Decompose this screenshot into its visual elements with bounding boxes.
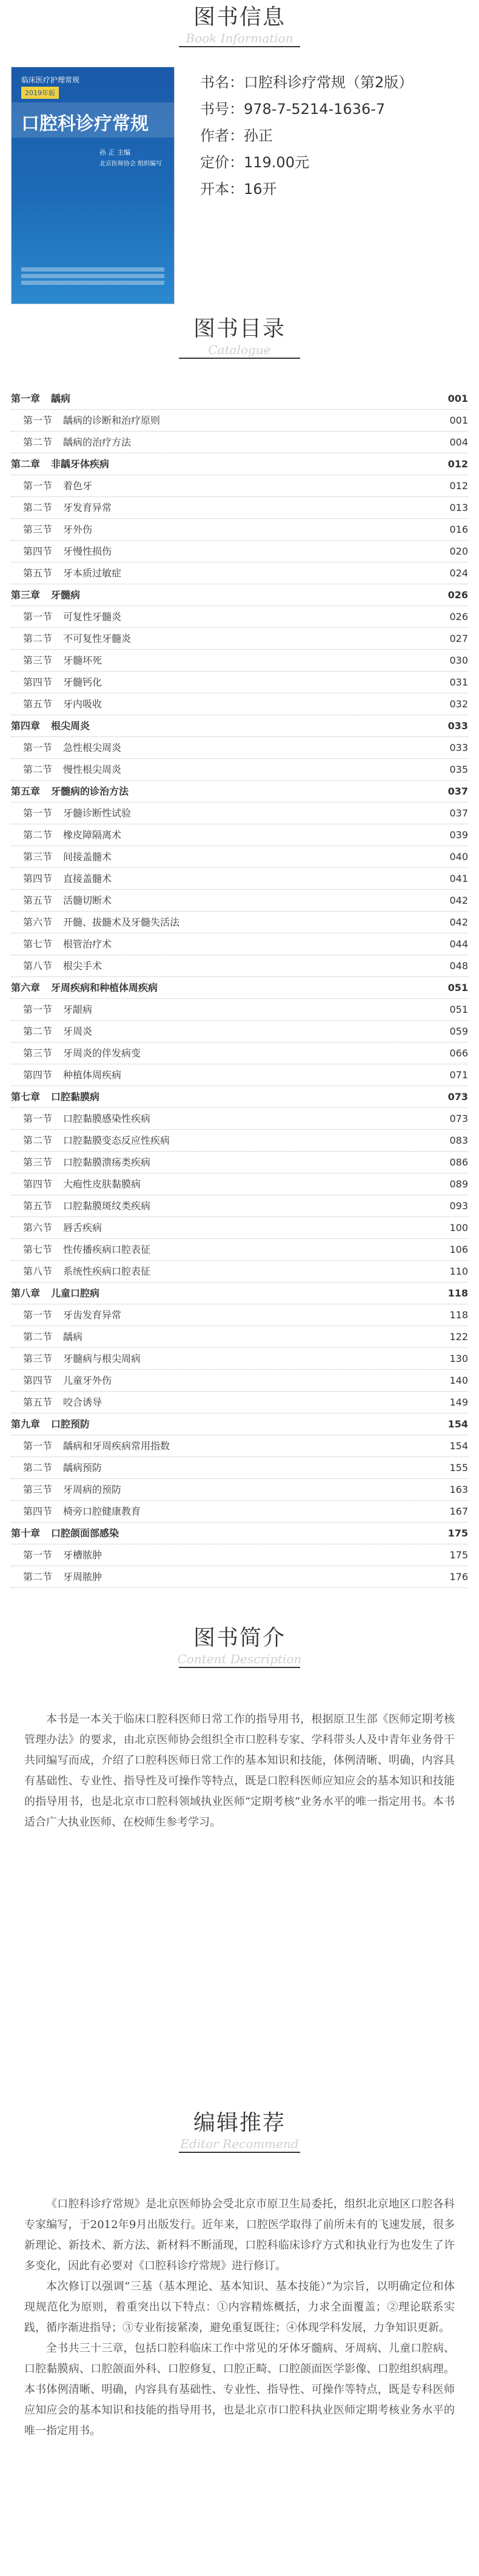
toc-section-row (11, 519, 468, 541)
toc-title: 牙周疾病和种植体周疾病 (51, 982, 158, 993)
divider (179, 2152, 300, 2153)
toc-chapter-row (11, 1086, 468, 1108)
description-header (0, 1624, 479, 1668)
catalogue-title: 图书目录 (193, 316, 286, 341)
toc-section-row (11, 1326, 468, 1348)
toc-title: 龋病预防 (63, 1462, 102, 1473)
toc-number: 第一章 (11, 393, 41, 404)
toc-title: 根尖手术 (63, 960, 102, 972)
toc-section-row (11, 1544, 468, 1566)
toc-section-row (11, 541, 468, 562)
toc-number: 第五节 (23, 895, 53, 906)
toc-section-row (11, 1043, 468, 1064)
toc-number: 第二节 (23, 1026, 53, 1037)
toc-number: 第四节 (23, 1375, 53, 1386)
toc-number: 第一节 (23, 611, 53, 622)
recommend-paragraph: 本次修订以强调“三基（基本理论、基本知识、基本技能）”为宗旨，以明确定位和体现规范化为原则，着重突出以下特点：①内容精炼概括，力求全面覆盖；②理论联系实践，循序渐进指导；③专业衔接紧凑，避免重复既往；④体现学科发展，力争知识更新。 (24, 2280, 455, 2334)
toc-section-row (11, 1370, 468, 1392)
toc-page: 083 (449, 1135, 468, 1146)
toc-number: 第二节 (23, 829, 53, 841)
toc-title: 椅旁口腔健康教育 (63, 1506, 141, 1517)
toc-page: 024 (449, 567, 468, 579)
toc-number: 第四节 (23, 676, 53, 688)
toc-number: 第四节 (23, 1069, 53, 1081)
toc-title: 牙槽脓肿 (63, 1549, 102, 1561)
toc-section-row (11, 846, 468, 868)
toc-page: 033 (447, 720, 468, 732)
toc-number: 第四章 (11, 720, 41, 732)
toc-section-row (11, 912, 468, 933)
toc-section-row (11, 1152, 468, 1173)
toc-title: 牙本质过敏症 (63, 567, 122, 579)
toc-chapter-row (11, 781, 468, 802)
toc-chapter-row (11, 584, 468, 606)
toc-number: 第八节 (23, 960, 53, 972)
description-title: 图书简介 (193, 1626, 286, 1650)
toc-number: 第五节 (23, 1396, 53, 1408)
toc-number: 第五节 (23, 567, 53, 579)
toc-section-row (11, 890, 468, 912)
toc-section-row (11, 1261, 468, 1283)
toc-section-row (11, 1064, 468, 1086)
toc-page: 039 (449, 829, 468, 841)
toc-chapter-row (11, 977, 468, 999)
toc-title: 牙周炎 (63, 1026, 93, 1037)
toc-number: 第三节 (23, 1353, 53, 1364)
toc-title: 龋病的治疗方法 (63, 436, 132, 448)
toc-chapter-row (11, 453, 468, 475)
catalogue-header (0, 315, 479, 359)
toc-number: 第三节 (23, 655, 53, 666)
toc-section-row (11, 693, 468, 715)
toc-title: 牙外伤 (63, 524, 93, 535)
toc-number: 第六节 (23, 1222, 53, 1233)
toc-page: 001 (447, 393, 468, 404)
toc-page: 040 (449, 851, 468, 863)
toc-page: 044 (449, 938, 468, 950)
toc-title: 非龋牙体疾病 (51, 458, 110, 470)
toc-title: 龋病和牙周疾病常用指数 (63, 1440, 170, 1452)
toc-title: 儿童牙外伤 (63, 1375, 112, 1386)
toc-title: 口腔颌面部感染 (51, 1527, 119, 1539)
toc-section-row (11, 737, 468, 759)
toc-number: 第四节 (23, 1178, 53, 1190)
toc-section-row (11, 1108, 468, 1130)
toc-number: 第二节 (23, 633, 53, 644)
toc-number: 第二节 (23, 502, 53, 513)
toc-number: 第七章 (11, 1091, 41, 1103)
toc-page: 176 (449, 1571, 468, 1583)
toc-title: 性传播疾病口腔表征 (63, 1244, 151, 1255)
toc-number: 第一节 (23, 1549, 53, 1561)
toc-number: 第三节 (23, 1156, 53, 1168)
toc-section-row (11, 1195, 468, 1217)
toc-section-row (11, 475, 468, 497)
toc-page: 059 (449, 1026, 468, 1037)
toc-section-row (11, 1501, 468, 1523)
toc-number: 第一节 (23, 480, 53, 492)
format-row: 开本：16开 (200, 181, 277, 198)
toc-section-row (11, 759, 468, 781)
toc-section-row (11, 868, 468, 890)
toc-section-row (11, 562, 468, 584)
toc-title: 唇舌疾病 (63, 1222, 102, 1233)
toc-page: 016 (449, 524, 468, 535)
recommend-header (0, 2109, 479, 2153)
toc-section-row (11, 955, 468, 977)
toc-page: 013 (449, 502, 468, 513)
toc-number: 第三节 (23, 524, 53, 535)
toc-title: 龋病的诊断和治疗原则 (63, 415, 161, 426)
table-of-contents (11, 388, 468, 1588)
toc-page: 089 (449, 1178, 468, 1190)
toc-number: 第二节 (23, 1462, 53, 1473)
toc-page: 051 (449, 1004, 468, 1015)
toc-number: 第四节 (23, 546, 53, 557)
cover-title: 口腔科诊疗常规 (21, 113, 149, 135)
toc-number: 第二节 (23, 1135, 53, 1146)
author-row: 作者：孙正 (200, 127, 273, 144)
toc-title: 慢性根尖周炎 (63, 764, 122, 775)
toc-page: 118 (449, 1309, 468, 1321)
toc-title: 直接盖髓术 (63, 873, 112, 884)
toc-page: 027 (449, 633, 468, 644)
toc-title: 儿童口腔病 (51, 1287, 100, 1299)
toc-section-row (11, 1173, 468, 1195)
toc-page: 140 (449, 1375, 468, 1386)
toc-title: 系统性疾病口腔表征 (63, 1266, 151, 1277)
toc-page: 066 (449, 1047, 468, 1059)
toc-page: 001 (449, 415, 468, 426)
toc-page: 032 (449, 698, 468, 710)
toc-number: 第六章 (11, 982, 41, 993)
cover-series: 临床医疗护理常规 (21, 76, 80, 84)
book-title-row: 书名：口腔科诊疗常规（第2版） (200, 74, 414, 91)
cover-edition-badge: 2019年版 (21, 87, 59, 99)
toc-number: 第三节 (23, 1047, 53, 1059)
toc-page: 030 (449, 655, 468, 666)
toc-number: 第一节 (23, 1113, 53, 1124)
toc-section-row (11, 1435, 468, 1457)
cover-org: 北京医师协会 组织编写 (99, 161, 162, 167)
recommend-title: 编辑推荐 (193, 2111, 286, 2135)
toc-number: 第二节 (23, 1331, 53, 1343)
toc-number: 第五节 (23, 698, 53, 710)
toc-number: 第七节 (23, 938, 53, 950)
toc-page: 035 (449, 764, 468, 775)
toc-page: 004 (449, 436, 468, 448)
toc-title: 牙周脓肿 (63, 1571, 102, 1583)
toc-title: 橡皮障隔离术 (63, 829, 122, 841)
toc-title: 牙齿发育异常 (63, 1309, 122, 1321)
toc-section-row (11, 410, 468, 432)
toc-section-row (11, 606, 468, 628)
description-body (24, 1709, 455, 1833)
toc-title: 间接盖髓术 (63, 851, 112, 863)
toc-number: 第三节 (23, 1484, 53, 1495)
toc-page: 086 (449, 1156, 468, 1168)
toc-section-row (11, 1566, 468, 1588)
toc-title: 牙髓诊断性试验 (63, 807, 132, 819)
toc-page: 154 (447, 1418, 468, 1430)
toc-page: 042 (449, 916, 468, 928)
recommend-paragraph: 全书共三十三章，包括口腔科临床工作中常见的牙体牙髓病、牙周病、儿童口腔病、口腔黏膜病、口腔颌面外科、口腔修复、口腔正畸、口腔颌面医学影像、口腔组织病理。本书体例清晰、明确，内容具有基础性、专业性、指导性、可操作等特点，既是专科医师应知应会的基本知识和技能的指导用书，也是北京市口腔科执业医师定期考核业务水平的唯一指定用书。 (24, 2342, 455, 2437)
toc-page: 012 (449, 480, 468, 492)
toc-section-row (11, 672, 468, 693)
toc-number: 第八节 (23, 1266, 53, 1277)
toc-title: 龋病 (51, 393, 71, 404)
toc-title: 大疱性皮肤黏膜病 (63, 1178, 141, 1190)
price-row: 定价：119.00元 (200, 154, 309, 171)
toc-number: 第一节 (23, 415, 53, 426)
toc-section-row (11, 1304, 468, 1326)
description-subtitle: Content Description (177, 1652, 302, 1666)
toc-section-row (11, 1457, 468, 1479)
toc-page: 033 (449, 742, 468, 753)
toc-title: 牙周病的预防 (63, 1484, 122, 1495)
toc-page: 130 (449, 1353, 468, 1364)
toc-title: 口腔黏膜病 (51, 1091, 100, 1103)
recommend-body (24, 2194, 455, 2441)
toc-number: 第九章 (11, 1418, 41, 1430)
toc-page: 026 (447, 589, 468, 601)
toc-page: 051 (447, 982, 468, 993)
toc-page: 073 (447, 1091, 468, 1103)
divider (179, 46, 300, 47)
toc-number: 第五节 (23, 1200, 53, 1212)
toc-number: 第七节 (23, 1244, 53, 1255)
toc-chapter-row (11, 1283, 468, 1304)
toc-number: 第一节 (23, 742, 53, 753)
toc-title: 活髓切断术 (63, 895, 112, 906)
toc-section-row (11, 824, 468, 846)
cover-blurb (21, 267, 164, 287)
toc-number: 第十章 (11, 1527, 41, 1539)
toc-page: 037 (449, 807, 468, 819)
isbn-row: 书号：978-7-5214-1636-7 (200, 101, 386, 118)
toc-title: 牙周炎的伴发病变 (63, 1047, 141, 1059)
catalogue-subtitle: Catalogue (208, 342, 271, 357)
toc-page: 041 (449, 873, 468, 884)
book-info-header (0, 4, 479, 47)
toc-section-row (11, 933, 468, 955)
toc-page: 106 (449, 1244, 468, 1255)
toc-page: 026 (449, 611, 468, 622)
toc-page: 154 (449, 1440, 468, 1452)
toc-page: 122 (449, 1331, 468, 1343)
divider (179, 1667, 300, 1668)
toc-title: 着色牙 (63, 480, 93, 492)
toc-page: 175 (449, 1549, 468, 1561)
toc-section-row (11, 1239, 468, 1261)
toc-number: 第三节 (23, 851, 53, 863)
recommend-paragraph: 《口腔科诊疗常规》是北京医师协会受北京市原卫生局委托，组织北京地区口腔各科专家编写，于2012年9月出版发行。近年来，口腔医学取得了前所未有的飞速发展，很多新理论、新技术、新方法、新材料不断涌现，口腔科临床诊疗方式和执业行为也发生了许多变化，因此有必要对《口腔科诊疗常规》进行修订。 (24, 2198, 455, 2272)
toc-page: 071 (449, 1069, 468, 1081)
toc-section-row (11, 497, 468, 519)
toc-section-row (11, 650, 468, 672)
toc-number: 第四节 (23, 873, 53, 884)
toc-number: 第四节 (23, 1506, 53, 1517)
toc-page: 149 (449, 1396, 468, 1408)
toc-page: 167 (449, 1506, 468, 1517)
toc-page: 042 (449, 895, 468, 906)
toc-page: 110 (449, 1266, 468, 1277)
toc-section-row (11, 1348, 468, 1370)
toc-page: 118 (447, 1287, 468, 1299)
toc-title: 牙髓病与根尖周病 (63, 1353, 141, 1364)
toc-title: 牙髓坏死 (63, 655, 102, 666)
recommend-subtitle: Editor Recommend (180, 2137, 299, 2151)
toc-title: 牙内吸收 (63, 698, 102, 710)
toc-number: 第二章 (11, 458, 41, 470)
toc-title: 咬合诱导 (63, 1396, 102, 1408)
toc-chapter-row (11, 388, 468, 410)
toc-section-row (11, 999, 468, 1021)
toc-page: 163 (449, 1484, 468, 1495)
toc-page: 100 (449, 1222, 468, 1233)
toc-page: 031 (449, 676, 468, 688)
toc-title: 牙慢性损伤 (63, 546, 112, 557)
toc-section-row (11, 802, 468, 824)
book-info-title: 图书信息 (193, 5, 286, 30)
description-paragraph: 本书是一本关于临床口腔科医师日常工作的指导用书，根据原卫生部《医师定期考核管理办法》的要求，由北京医师协会组织全市口腔科专家、学科带头人及中青年业务骨干共同编写而成，介绍了口腔科医师日常工作的基本知识和技能，体例清晰、明确，内容具有基础性、专业性、指导性及可操作等特点，既是口腔科医师应知应会的基本知识和技能的指导用书，也是北京市口腔科领域执业医师“定期考核”业务水平的唯一指定用书。本书适合广大执业医师、在校师生参考学习。 (24, 1713, 455, 1829)
toc-title: 口腔预防 (51, 1418, 90, 1430)
book-cover-image (11, 67, 175, 304)
toc-page: 093 (449, 1200, 468, 1212)
book-info-list (200, 69, 413, 202)
toc-page: 012 (447, 458, 468, 470)
toc-page: 037 (447, 786, 468, 797)
toc-page: 020 (449, 546, 468, 557)
toc-section-row (11, 432, 468, 453)
toc-chapter-row (11, 715, 468, 737)
toc-title: 牙髓病 (51, 589, 81, 601)
toc-number: 第一节 (23, 1004, 53, 1015)
toc-section-row (11, 1392, 468, 1413)
toc-title: 牙发育异常 (63, 502, 112, 513)
toc-section-row (11, 628, 468, 650)
book-info-subtitle: Book Information (186, 31, 293, 45)
toc-number: 第二节 (23, 1571, 53, 1583)
toc-number: 第八章 (11, 1287, 41, 1299)
toc-number: 第一节 (23, 1309, 53, 1321)
toc-title: 口腔黏膜溃疡类疾病 (63, 1156, 151, 1168)
toc-number: 第二节 (23, 764, 53, 775)
toc-chapter-row (11, 1523, 468, 1544)
toc-title: 牙髓病的诊治方法 (51, 786, 129, 797)
toc-title: 口腔黏膜变态反应性疾病 (63, 1135, 170, 1146)
toc-section-row (11, 1479, 468, 1501)
toc-title: 口腔黏膜斑纹类疾病 (63, 1200, 151, 1212)
toc-title: 不可复性牙髓炎 (63, 633, 132, 644)
cover-editor: 孙 正 主编 (99, 148, 130, 156)
toc-title: 根管治疗术 (63, 938, 112, 950)
toc-number: 第六节 (23, 916, 53, 928)
toc-title: 种植体周疾病 (63, 1069, 122, 1081)
toc-page: 073 (449, 1113, 468, 1124)
toc-page: 048 (449, 960, 468, 972)
toc-number: 第一节 (23, 1440, 53, 1452)
toc-section-row (11, 1130, 468, 1152)
toc-title: 根尖周炎 (51, 720, 90, 732)
toc-title: 急性根尖周炎 (63, 742, 122, 753)
toc-section-row (11, 1021, 468, 1043)
toc-title: 开髓、拔髓术及牙髓失活法 (63, 916, 180, 928)
toc-title: 龋病 (63, 1331, 83, 1343)
toc-number: 第二节 (23, 436, 53, 448)
toc-page: 155 (449, 1462, 468, 1473)
toc-title: 可复性牙髓炎 (63, 611, 122, 622)
toc-title: 牙龈病 (63, 1004, 93, 1015)
toc-title: 口腔黏膜感染性疾病 (63, 1113, 151, 1124)
toc-page: 175 (447, 1527, 468, 1539)
toc-section-row (11, 1217, 468, 1239)
toc-number: 第一节 (23, 807, 53, 819)
toc-number: 第三章 (11, 589, 41, 601)
toc-title: 牙髓钙化 (63, 676, 102, 688)
toc-chapter-row (11, 1413, 468, 1435)
divider (179, 358, 300, 359)
toc-number: 第五章 (11, 786, 41, 797)
